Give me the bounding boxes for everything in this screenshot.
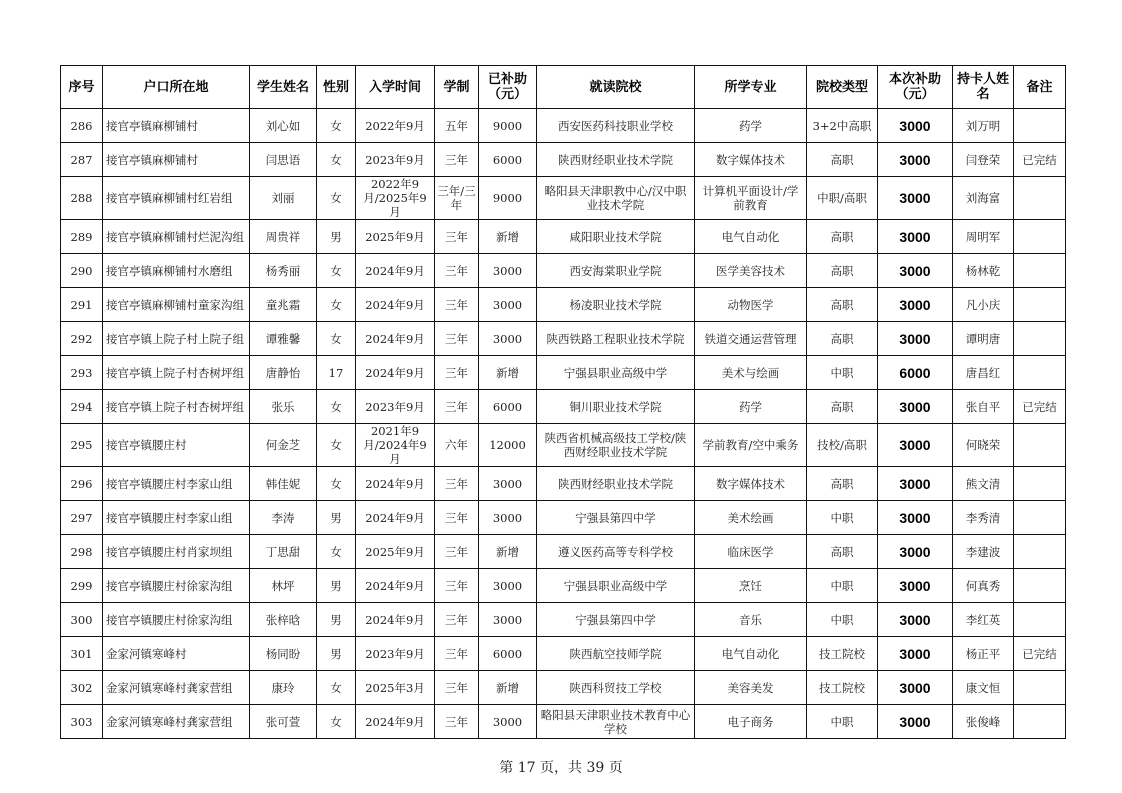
- cell-gender: 女: [317, 143, 356, 177]
- cell-residence: 接官亭镇麻柳铺村: [103, 143, 250, 177]
- cell-seq: 289: [61, 220, 103, 254]
- cell-major: 铁道交通运营管理: [695, 322, 807, 356]
- cell-major: 美术绘画: [695, 501, 807, 535]
- cell-residence: 金家河镇寒峰村龚家营组: [103, 705, 250, 739]
- cell-duration: 三年: [435, 143, 479, 177]
- cell-card-holder: 何真秀: [953, 569, 1014, 603]
- cell-paid-amount: 12000: [479, 424, 537, 467]
- cell-card-holder: 何晓荣: [953, 424, 1014, 467]
- cell-current-amount: 3000: [878, 220, 953, 254]
- cell-current-amount: 3000: [878, 109, 953, 143]
- cell-current-amount: 3000: [878, 424, 953, 467]
- table-row: [61, 322, 1066, 356]
- cell-seq: 302: [61, 671, 103, 705]
- cell-school-type: 技工院校: [807, 671, 878, 705]
- cell-school: 宁强县第四中学: [537, 603, 695, 637]
- cell-student-name: 刘心如: [250, 109, 317, 143]
- cell-school: 宁强县职业高级中学: [537, 356, 695, 390]
- cell-seq: 288: [61, 177, 103, 220]
- cell-student-name: 唐静怡: [250, 356, 317, 390]
- cell-remarks: [1014, 356, 1066, 390]
- cell-current-amount: 3000: [878, 288, 953, 322]
- cell-residence: 接官亭镇麻柳铺村红岩组: [103, 177, 250, 220]
- cell-school: 略阳县天津职业技术教育中心学校: [537, 705, 695, 739]
- header-current-amount: 本次补助（元）: [878, 66, 953, 109]
- cell-school: 略阳县天津职教中心/汉中职业技术学院: [537, 177, 695, 220]
- cell-duration: 三年: [435, 637, 479, 671]
- cell-student-name: 刘丽: [250, 177, 317, 220]
- cell-seq: 294: [61, 390, 103, 424]
- cell-major: 烹饪: [695, 569, 807, 603]
- cell-school: 西安医药科技职业学校: [537, 109, 695, 143]
- cell-school-type: 中职: [807, 603, 878, 637]
- cell-remarks: [1014, 671, 1066, 705]
- cell-major: 学前教育/空中乘务: [695, 424, 807, 467]
- cell-paid-amount: 6000: [479, 637, 537, 671]
- cell-enroll-date: 2024年9月: [356, 603, 435, 637]
- cell-paid-amount: 新增: [479, 671, 537, 705]
- header-gender: 性别: [317, 66, 356, 109]
- cell-remarks: [1014, 501, 1066, 535]
- cell-duration: 三年: [435, 501, 479, 535]
- page-footer: 第 17 页，共 39 页: [499, 760, 623, 776]
- header-residence: 户口所在地: [103, 66, 250, 109]
- cell-residence: 接官亭镇腰庄村: [103, 424, 250, 467]
- table-row: [61, 390, 1066, 424]
- cell-remarks: [1014, 322, 1066, 356]
- cell-duration: 三年: [435, 671, 479, 705]
- cell-residence: 接官亭镇麻柳铺村: [103, 109, 250, 143]
- cell-current-amount: 3000: [878, 569, 953, 603]
- table-row: [61, 109, 1066, 143]
- cell-school: 陕西省机械高级技工学校/陕西财经职业技术学院: [537, 424, 695, 467]
- cell-residence: 接官亭镇上院子村杏树坪组: [103, 390, 250, 424]
- cell-card-holder: 刘万明: [953, 109, 1014, 143]
- cell-student-name: 杨秀丽: [250, 254, 317, 288]
- cell-current-amount: 3000: [878, 143, 953, 177]
- cell-enroll-date: 2025年9月: [356, 220, 435, 254]
- cell-remarks: [1014, 535, 1066, 569]
- cell-school: 遵义医药高等专科学校: [537, 535, 695, 569]
- cell-remarks: [1014, 288, 1066, 322]
- cell-remarks: [1014, 467, 1066, 501]
- cell-duration: 三年: [435, 603, 479, 637]
- cell-seq: 297: [61, 501, 103, 535]
- table-row: [61, 356, 1066, 390]
- cell-major: 美术与绘画: [695, 356, 807, 390]
- cell-card-holder: 凡小庆: [953, 288, 1014, 322]
- cell-gender: 男: [317, 220, 356, 254]
- table-row: [61, 220, 1066, 254]
- cell-school-type: 高职: [807, 288, 878, 322]
- cell-school-type: 中职: [807, 705, 878, 739]
- cell-gender: 女: [317, 254, 356, 288]
- cell-duration: 三年: [435, 535, 479, 569]
- cell-duration: 五年: [435, 109, 479, 143]
- cell-card-holder: 周明军: [953, 220, 1014, 254]
- cell-school-type: 技工院校: [807, 637, 878, 671]
- cell-school-type: 中职: [807, 569, 878, 603]
- cell-enroll-date: 2022年9月/2025年9月: [356, 177, 435, 220]
- cell-school-type: 中职: [807, 356, 878, 390]
- cell-gender: 女: [317, 705, 356, 739]
- cell-paid-amount: 6000: [479, 390, 537, 424]
- cell-gender: 17: [317, 356, 356, 390]
- cell-current-amount: 3000: [878, 501, 953, 535]
- cell-duration: 三年: [435, 705, 479, 739]
- cell-seq: 287: [61, 143, 103, 177]
- cell-school: 杨凌职业技术学院: [537, 288, 695, 322]
- table-row: [61, 569, 1066, 603]
- cell-paid-amount: 3000: [479, 288, 537, 322]
- cell-paid-amount: 3000: [479, 603, 537, 637]
- cell-student-name: 童兆霜: [250, 288, 317, 322]
- cell-student-name: 谭雅馨: [250, 322, 317, 356]
- table-row: [61, 671, 1066, 705]
- cell-card-holder: 李秀清: [953, 501, 1014, 535]
- cell-card-holder: 李建波: [953, 535, 1014, 569]
- cell-paid-amount: 9000: [479, 109, 537, 143]
- cell-gender: 女: [317, 109, 356, 143]
- cell-school-type: 3+2中高职: [807, 109, 878, 143]
- cell-duration: 三年: [435, 467, 479, 501]
- cell-student-name: 张乐: [250, 390, 317, 424]
- cell-paid-amount: 3000: [479, 569, 537, 603]
- table-row: [61, 535, 1066, 569]
- cell-residence: 金家河镇寒峰村: [103, 637, 250, 671]
- cell-student-name: 张可萱: [250, 705, 317, 739]
- header-major: 所学专业: [695, 66, 807, 109]
- cell-school-type: 技校/高职: [807, 424, 878, 467]
- cell-enroll-date: 2025年9月: [356, 535, 435, 569]
- table-header-row: [61, 66, 1066, 109]
- cell-duration: 三年: [435, 254, 479, 288]
- cell-student-name: 杨同盼: [250, 637, 317, 671]
- cell-residence: 接官亭镇上院子村杏树坪组: [103, 356, 250, 390]
- cell-card-holder: 张自平: [953, 390, 1014, 424]
- cell-student-name: 张梓晗: [250, 603, 317, 637]
- cell-seq: 301: [61, 637, 103, 671]
- cell-student-name: 闫思语: [250, 143, 317, 177]
- cell-enroll-date: 2022年9月: [356, 109, 435, 143]
- cell-remarks: [1014, 603, 1066, 637]
- header-school-type: 院校类型: [807, 66, 878, 109]
- cell-student-name: 林坪: [250, 569, 317, 603]
- cell-remarks: 已完结: [1014, 637, 1066, 671]
- cell-paid-amount: 3000: [479, 467, 537, 501]
- cell-paid-amount: 3000: [479, 322, 537, 356]
- header-duration: 学制: [435, 66, 479, 109]
- cell-duration: 三年: [435, 322, 479, 356]
- cell-paid-amount: 3000: [479, 501, 537, 535]
- cell-remarks: [1014, 220, 1066, 254]
- cell-school: 铜川职业技术学院: [537, 390, 695, 424]
- header-remarks: 备注: [1014, 66, 1066, 109]
- cell-major: 电气自动化: [695, 637, 807, 671]
- cell-major: 数字媒体技术: [695, 143, 807, 177]
- cell-card-holder: 杨林乾: [953, 254, 1014, 288]
- cell-enroll-date: 2023年9月: [356, 637, 435, 671]
- cell-student-name: 李涛: [250, 501, 317, 535]
- cell-major: 计算机平面设计/学前教育: [695, 177, 807, 220]
- cell-duration: 三年: [435, 356, 479, 390]
- cell-residence: 接官亭镇上院子村上院子组: [103, 322, 250, 356]
- cell-school: 陕西航空技师学院: [537, 637, 695, 671]
- cell-remarks: [1014, 569, 1066, 603]
- cell-major: 美容美发: [695, 671, 807, 705]
- cell-major: 动物医学: [695, 288, 807, 322]
- cell-student-name: 韩佳妮: [250, 467, 317, 501]
- cell-paid-amount: 新增: [479, 535, 537, 569]
- cell-enroll-date: 2021年9月/2024年9月: [356, 424, 435, 467]
- header-student-name: 学生姓名: [250, 66, 317, 109]
- cell-gender: 男: [317, 501, 356, 535]
- cell-gender: 女: [317, 177, 356, 220]
- cell-enroll-date: 2024年9月: [356, 501, 435, 535]
- cell-current-amount: 3000: [878, 705, 953, 739]
- header-seq: 序号: [61, 66, 103, 109]
- cell-current-amount: 3000: [878, 467, 953, 501]
- table-row: [61, 177, 1066, 220]
- cell-major: 药学: [695, 390, 807, 424]
- cell-seq: 299: [61, 569, 103, 603]
- cell-school: 陕西铁路工程职业技术学院: [537, 322, 695, 356]
- cell-school: 宁强县职业高级中学: [537, 569, 695, 603]
- cell-student-name: 康玲: [250, 671, 317, 705]
- cell-enroll-date: 2024年9月: [356, 356, 435, 390]
- cell-card-holder: 杨正平: [953, 637, 1014, 671]
- cell-card-holder: 唐昌红: [953, 356, 1014, 390]
- cell-remarks: [1014, 177, 1066, 220]
- cell-school: 陕西科贸技工学校: [537, 671, 695, 705]
- header-enroll-date: 入学时间: [356, 66, 435, 109]
- cell-seq: 296: [61, 467, 103, 501]
- cell-gender: 女: [317, 424, 356, 467]
- cell-seq: 295: [61, 424, 103, 467]
- cell-major: 数字媒体技术: [695, 467, 807, 501]
- cell-residence: 接官亭镇麻柳铺村烂泥沟组: [103, 220, 250, 254]
- cell-residence: 接官亭镇腰庄村徐家沟组: [103, 569, 250, 603]
- cell-duration: 三年/三年: [435, 177, 479, 220]
- cell-enroll-date: 2025年3月: [356, 671, 435, 705]
- cell-enroll-date: 2024年9月: [356, 322, 435, 356]
- cell-remarks: [1014, 705, 1066, 739]
- cell-remarks: [1014, 424, 1066, 467]
- cell-paid-amount: 新增: [479, 356, 537, 390]
- cell-gender: 女: [317, 671, 356, 705]
- cell-gender: 女: [317, 390, 356, 424]
- cell-current-amount: 3000: [878, 603, 953, 637]
- cell-residence: 接官亭镇腰庄村李家山组: [103, 467, 250, 501]
- cell-school: 西安海棠职业学院: [537, 254, 695, 288]
- cell-paid-amount: 9000: [479, 177, 537, 220]
- header-card-holder: 持卡人姓名: [953, 66, 1014, 109]
- subsidy-table: [60, 65, 1066, 739]
- cell-card-holder: 李红英: [953, 603, 1014, 637]
- cell-current-amount: 3000: [878, 322, 953, 356]
- table-row: [61, 254, 1066, 288]
- cell-paid-amount: 6000: [479, 143, 537, 177]
- cell-school-type: 高职: [807, 220, 878, 254]
- cell-seq: 293: [61, 356, 103, 390]
- cell-card-holder: 刘海富: [953, 177, 1014, 220]
- cell-major: 医学美容技术: [695, 254, 807, 288]
- cell-card-holder: 闫登荣: [953, 143, 1014, 177]
- table-row: [61, 501, 1066, 535]
- cell-current-amount: 3000: [878, 535, 953, 569]
- cell-major: 临床医学: [695, 535, 807, 569]
- cell-paid-amount: 3000: [479, 705, 537, 739]
- cell-residence: 接官亭镇麻柳铺村水磨组: [103, 254, 250, 288]
- cell-enroll-date: 2024年9月: [356, 254, 435, 288]
- cell-remarks: [1014, 109, 1066, 143]
- cell-student-name: 何金芝: [250, 424, 317, 467]
- cell-current-amount: 6000: [878, 356, 953, 390]
- cell-duration: 三年: [435, 569, 479, 603]
- cell-school-type: 高职: [807, 143, 878, 177]
- cell-gender: 女: [317, 288, 356, 322]
- cell-current-amount: 3000: [878, 671, 953, 705]
- cell-enroll-date: 2024年9月: [356, 569, 435, 603]
- cell-seq: 300: [61, 603, 103, 637]
- cell-major: 药学: [695, 109, 807, 143]
- cell-current-amount: 3000: [878, 177, 953, 220]
- cell-residence: 接官亭镇腰庄村肖家坝组: [103, 535, 250, 569]
- cell-remarks: [1014, 254, 1066, 288]
- cell-duration: 六年: [435, 424, 479, 467]
- cell-enroll-date: 2023年9月: [356, 390, 435, 424]
- cell-student-name: 周贵祥: [250, 220, 317, 254]
- cell-seq: 291: [61, 288, 103, 322]
- cell-major: 电气自动化: [695, 220, 807, 254]
- cell-school: 宁强县第四中学: [537, 501, 695, 535]
- cell-major: 音乐: [695, 603, 807, 637]
- cell-student-name: 丁思甜: [250, 535, 317, 569]
- cell-residence: 接官亭镇腰庄村李家山组: [103, 501, 250, 535]
- cell-school-type: 高职: [807, 390, 878, 424]
- cell-school-type: 高职: [807, 535, 878, 569]
- cell-remarks: 已完结: [1014, 143, 1066, 177]
- cell-school: 咸阳职业技术学院: [537, 220, 695, 254]
- cell-enroll-date: 2024年9月: [356, 467, 435, 501]
- table-row: [61, 603, 1066, 637]
- table-row: [61, 637, 1066, 671]
- cell-school-type: 高职: [807, 467, 878, 501]
- cell-card-holder: 张俊峰: [953, 705, 1014, 739]
- cell-card-holder: 熊文清: [953, 467, 1014, 501]
- header-school: 就读院校: [537, 66, 695, 109]
- cell-enroll-date: 2024年9月: [356, 705, 435, 739]
- cell-school-type: 高职: [807, 322, 878, 356]
- cell-seq: 298: [61, 535, 103, 569]
- cell-current-amount: 3000: [878, 637, 953, 671]
- cell-residence: 金家河镇寒峰村龚家营组: [103, 671, 250, 705]
- table-row: [61, 288, 1066, 322]
- cell-gender: 女: [317, 467, 356, 501]
- cell-school-type: 高职: [807, 254, 878, 288]
- cell-enroll-date: 2024年9月: [356, 288, 435, 322]
- table-row: [61, 143, 1066, 177]
- cell-remarks: 已完结: [1014, 390, 1066, 424]
- cell-paid-amount: 3000: [479, 254, 537, 288]
- cell-gender: 女: [317, 535, 356, 569]
- cell-seq: 292: [61, 322, 103, 356]
- cell-paid-amount: 新增: [479, 220, 537, 254]
- cell-school: 陕西财经职业技术学院: [537, 467, 695, 501]
- cell-current-amount: 3000: [878, 254, 953, 288]
- cell-residence: 接官亭镇麻柳铺村童家沟组: [103, 288, 250, 322]
- cell-card-holder: 康文恒: [953, 671, 1014, 705]
- cell-gender: 男: [317, 569, 356, 603]
- table-row: [61, 467, 1066, 501]
- cell-school: 陕西财经职业技术学院: [537, 143, 695, 177]
- cell-duration: 三年: [435, 288, 479, 322]
- cell-major: 电子商务: [695, 705, 807, 739]
- header-paid-amount: 已补助（元）: [479, 66, 537, 109]
- cell-seq: 303: [61, 705, 103, 739]
- cell-seq: 290: [61, 254, 103, 288]
- cell-duration: 三年: [435, 220, 479, 254]
- cell-gender: 女: [317, 322, 356, 356]
- cell-enroll-date: 2023年9月: [356, 143, 435, 177]
- table-row: [61, 424, 1066, 467]
- cell-gender: 男: [317, 603, 356, 637]
- table-row: [61, 705, 1066, 739]
- cell-gender: 男: [317, 637, 356, 671]
- cell-school-type: 中职: [807, 501, 878, 535]
- cell-duration: 三年: [435, 390, 479, 424]
- cell-residence: 接官亭镇腰庄村徐家沟组: [103, 603, 250, 637]
- cell-card-holder: 谭明唐: [953, 322, 1014, 356]
- cell-seq: 286: [61, 109, 103, 143]
- cell-current-amount: 3000: [878, 390, 953, 424]
- cell-school-type: 中职/高职: [807, 177, 878, 220]
- table-body: [61, 109, 1066, 739]
